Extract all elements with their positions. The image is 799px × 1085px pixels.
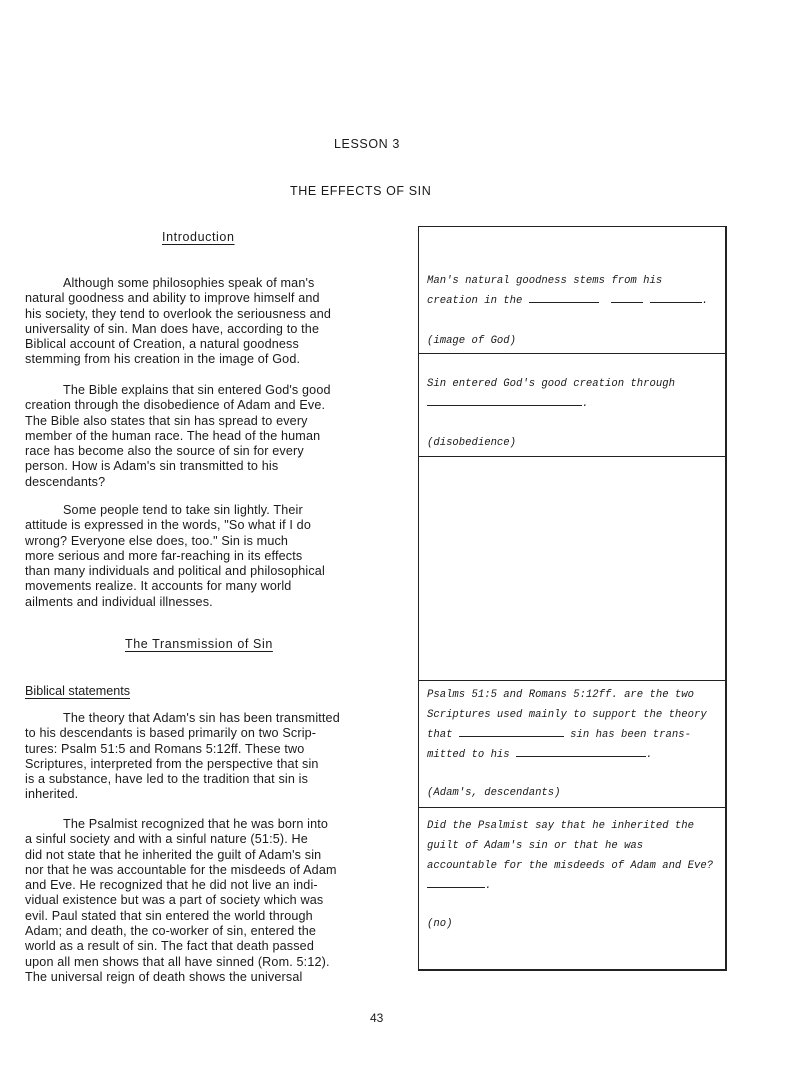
frame-question (427, 685, 707, 765)
text-line: attitude is expressed in the words, "So what if I do (25, 518, 311, 533)
answer-blank (459, 726, 564, 737)
section-paragraph-2 (25, 817, 410, 985)
frame-question (427, 816, 713, 896)
text-line (427, 725, 707, 745)
answer-blank (611, 292, 643, 303)
text-line: The Bible also states that sin has spread to every (25, 413, 308, 428)
lesson-number: LESSON 3 (334, 137, 400, 151)
text-line: creation in the . (427, 291, 708, 311)
text-line: guilt of Adam's sin or that he was (427, 840, 644, 852)
text-line: to his descendants is based primarily on two Scrip- (25, 726, 317, 741)
intro-heading: Introduction (162, 230, 235, 244)
text-line: member of the human race. The head of the human (25, 428, 321, 443)
text-line: nor that he was accountable for the misdeeds of Adam (25, 862, 337, 877)
frame-answer: (Adam's, descendants) (427, 787, 561, 799)
text-line: movements realize. It accounts for many world (25, 579, 292, 594)
text-line: The Bible explains that sin entered God's good (63, 383, 331, 397)
text-line: Although some philosophies speak of man's (63, 276, 315, 290)
page-title: THE EFFECTS OF SIN (290, 184, 432, 198)
frame-question (427, 374, 675, 414)
text-line: creation through the disobedience of Adam and Eve. (25, 398, 326, 413)
text-line: race has become also the source of sin for every (25, 444, 304, 459)
text-line: vidual existence but was a part of society which was (25, 893, 324, 908)
text-line: Scriptures, interpreted from the perspective that sin (25, 756, 319, 771)
text-line: Sin entered God's good creation through (427, 378, 675, 390)
text-line: upon all men shows that all have sinned (Rom. 5:12). (25, 954, 330, 969)
frame-answer: (no) (427, 918, 453, 930)
text-line: Adam; and death, the co-worker of sin, entered the (25, 924, 317, 939)
answer-blank (529, 292, 599, 303)
text-line: mitted to his . (427, 745, 707, 765)
text-line: Biblical account of Creation, a natural goodness (25, 337, 299, 352)
text-line: Psalms 51:5 and Romans 5:12ff. are the two (427, 689, 695, 701)
text-line: . (427, 394, 675, 414)
text-line: stemming from his creation in the image of God. (25, 352, 301, 367)
text-line: did not state that he inherited the guilt of Adam's sin (25, 847, 322, 862)
text-span: creation in the (427, 295, 523, 307)
text-line: inherited. (25, 787, 79, 802)
intro-paragraph-3 (25, 503, 410, 610)
answer-blank (427, 877, 485, 888)
frame-question (427, 271, 708, 311)
text-line: a sinful society and with a sinful nature (51:5). He (25, 832, 308, 847)
text-line: and Eve. He recognized that he did not live an indi- (25, 878, 318, 893)
text-span: that (427, 729, 453, 741)
text-line: is a substance, have led to the tradition that sin is (25, 772, 309, 787)
text-line: evil. Paul stated that sin entered the world through (25, 908, 313, 923)
text-line: universality of sin. Man does have, according to the (25, 321, 320, 336)
text-line: descendants? (25, 474, 106, 489)
text-line: accountable for the misdeeds of Adam and Eve? (427, 860, 714, 872)
text-line: tures: Psalm 51:5 and Romans 5:12ff. These two (25, 741, 305, 756)
answer-blank (516, 746, 646, 757)
text-line: . (427, 876, 713, 896)
text-line: ailments and individual illnesses. (25, 594, 213, 609)
intro-paragraph-1 (25, 276, 410, 368)
text-line: more serious and more far-reaching in its effects (25, 548, 303, 563)
frame-answer: (disobedience) (427, 437, 517, 449)
text-line: than many individuals and political and philosophical (25, 564, 325, 579)
text-line: person. How is Adam's sin transmitted to his (25, 459, 279, 474)
text-line: world as a result of sin. The fact that death passed (25, 939, 314, 954)
text-line: Man's natural goodness stems from his (427, 275, 663, 287)
text-span: mitted to his (427, 749, 510, 761)
text-line: wrong? Everyone else does, too." Sin is much (25, 533, 289, 548)
text-line: Scriptures used mainly to support the theory (427, 709, 707, 721)
text-line: The universal reign of death shows the universal (25, 969, 303, 984)
frame-answer: (image of God) (427, 335, 517, 347)
text-line: Did the Psalmist say that he inherited the (427, 820, 695, 832)
text-line: The theory that Adam's sin has been transmitted (63, 711, 340, 725)
frame-3-empty (419, 457, 725, 681)
frame-4 (419, 681, 725, 808)
answer-blank (650, 292, 702, 303)
frame-2 (419, 354, 725, 457)
section-heading: The Transmission of Sin (125, 637, 273, 651)
section-paragraph-1 (25, 711, 410, 803)
text-span: sin has been trans- (570, 729, 691, 741)
frame-1 (419, 227, 725, 354)
intro-paragraph-2 (25, 383, 410, 490)
text-line: his society, they tend to overlook the seriousness and (25, 306, 332, 321)
text-line: Some people tend to take sin lightly. Their (63, 503, 303, 517)
text-line: The Psalmist recognized that he was born into (63, 817, 329, 831)
programmed-frames-box (418, 226, 727, 971)
page-number: 43 (370, 1011, 384, 1025)
frame-5 (419, 808, 725, 968)
answer-blank (427, 395, 582, 406)
text-line: natural goodness and ability to improve himself and (25, 291, 320, 306)
subheading: Biblical statements (25, 684, 130, 698)
